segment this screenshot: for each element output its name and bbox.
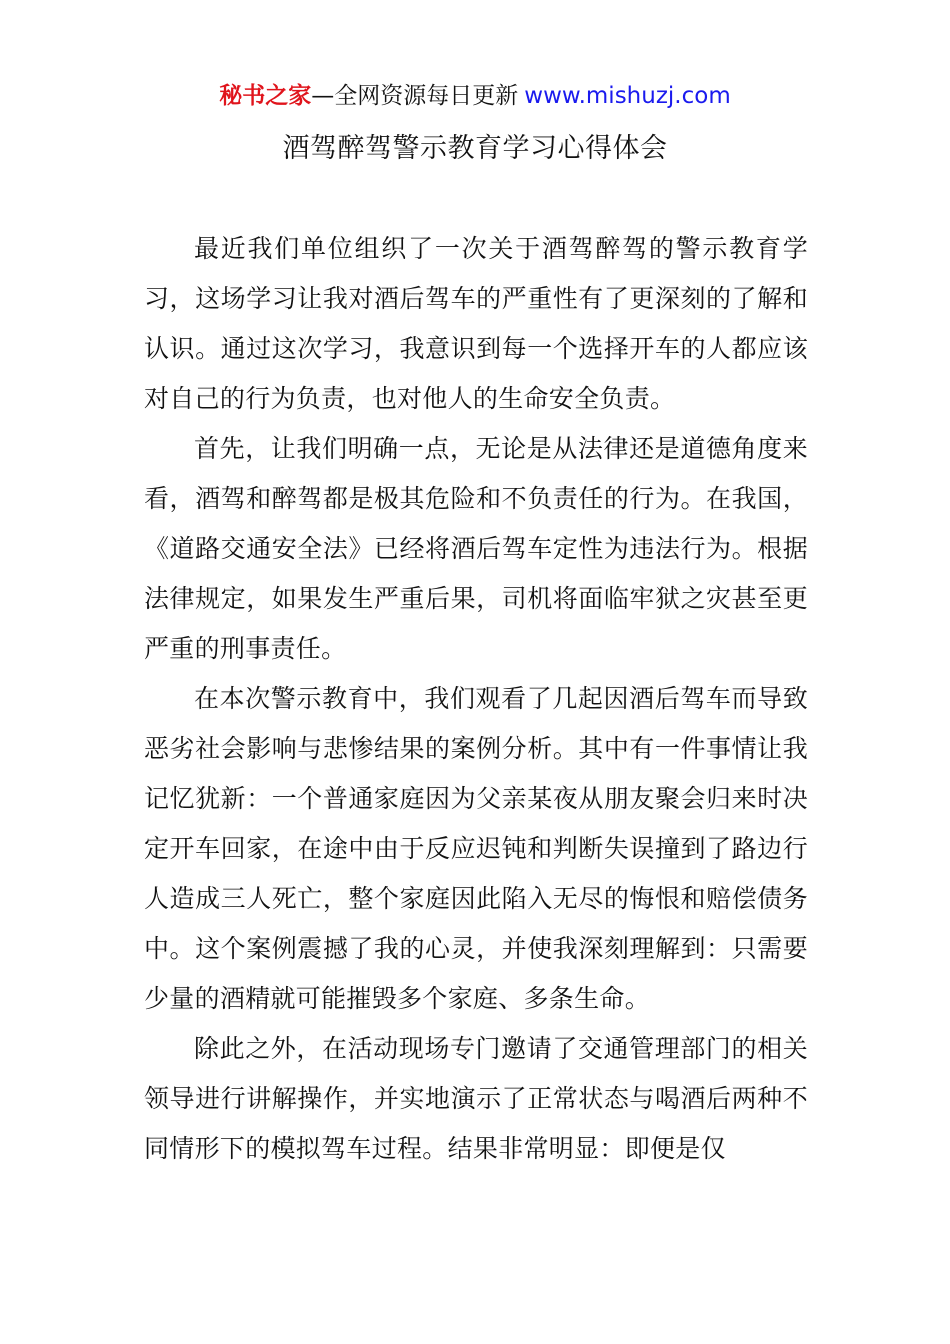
paragraph: 最近我们单位组织了一次关于酒驾醉驾的警示教育学习，这场学习让我对酒后驾车的严重性有了更深刻的了解和认识。通过这次学习，我意识到每一个选择开车的人都应该对自己的行为负责，也对他人的生命安全负责。 xyxy=(144,234,808,413)
site-url-link[interactable]: www.mishuzj.com xyxy=(524,83,731,109)
document-title: 酒驾醉驾警示教育学习心得体会 xyxy=(282,133,668,164)
site-tagline: —全网资源每日更新 xyxy=(311,83,519,109)
paragraph: 在本次警示教育中，我们观看了几起因酒后驾车而导致恶劣社会影响与悲惨结果的案例分析。其中有一件事情让我记忆犹新：一个普通家庭因为父亲某夜从朋友聚会归来时决定开车回家，在途中由于反应迟钝和判断失误撞到了路边行人造成三人死亡，整个家庭因此陷入无尽的悔恨和赔偿债务中。这个案例震撼了我的心灵，并使我深刻理解到：只需要少量的酒精就可能摧毁多个家庭、多条生命。 xyxy=(144,684,808,1013)
site-header xyxy=(0,80,950,112)
paragraph: 首先，让我们明确一点，无论是从法律还是道德角度来看，酒驾和醉驾都是极其危险和不负责任的行为。在我国，《道路交通安全法》已经将酒后驾车定性为违法行为。根据法律规定，如果发生严重后果，司机将面临牢狱之灾甚至更严重的刑事责任。 xyxy=(144,434,808,663)
site-brand: 秘书之家 xyxy=(219,83,312,109)
paragraph: 除此之外，在活动现场专门邀请了交通管理部门的相关领导进行讲解操作，并实地演示了正常状态与喝酒后两种不同情形下的模拟驾车过程。结果非常明显：即便是仅 xyxy=(144,1034,808,1163)
document-body xyxy=(144,224,808,1174)
